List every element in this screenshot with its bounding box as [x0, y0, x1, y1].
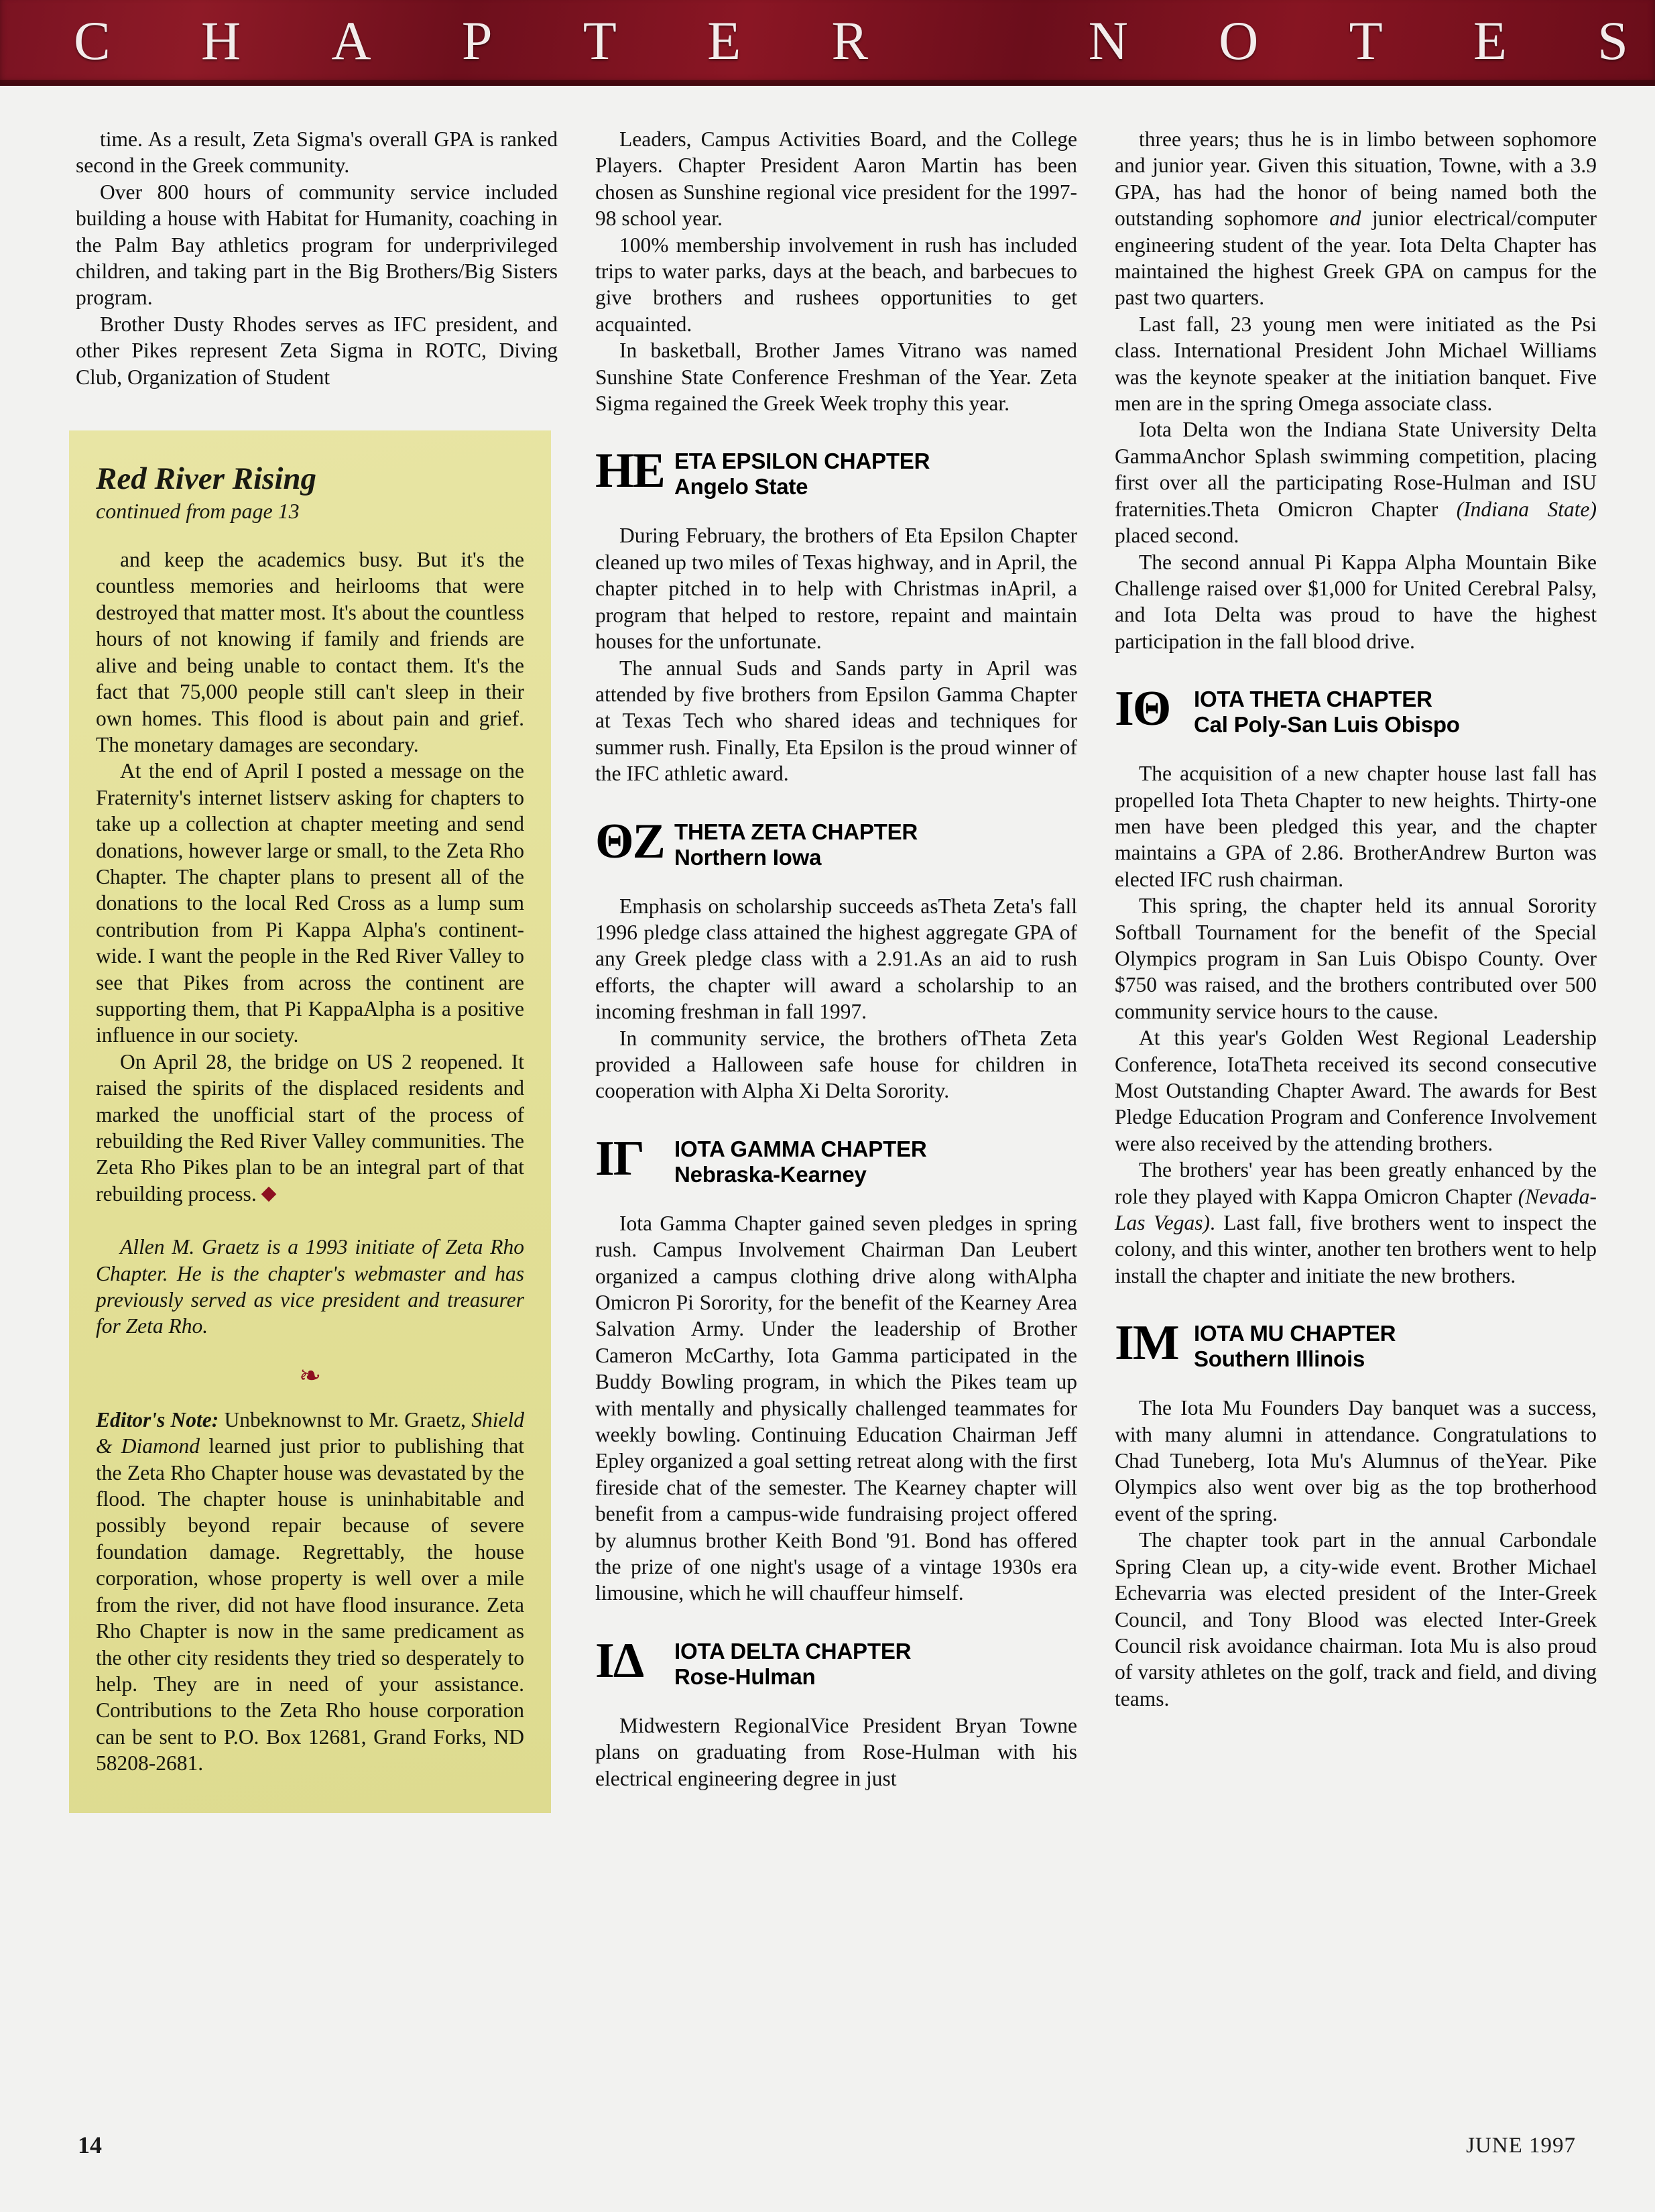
end-mark-diamond-icon [261, 1186, 276, 1202]
editors-note-text-1: Unbeknownst to Mr. Graetz, [219, 1407, 472, 1432]
body-paragraph: 100% membership involvement in rush has included trips to water parks, days at the beach, and barbecues to give brothers and rushees opportunities to get acquainted. [595, 233, 1077, 336]
masthead-letter-T: T [583, 9, 617, 71]
body-paragraph: time. As a result, Zeta Sigma's overall GPA is ranked second in the Greek community. [76, 127, 558, 178]
chapter-heading-theta-zeta [595, 813, 1077, 870]
body-paragraph: At this year's Golden West Regional Leadership Conference, IotaTheta received its second consecutive Most Outstanding Chapter Award. The awards for Best Pledge Education Program and Conference Involvement were also received by the attending brothers. [1115, 1026, 1597, 1155]
body-paragraph: Iota Gamma Chapter gained seven pledges in spring rush. Campus Involvement Chairman Dan Leubert organized a campus clothing drive along withAlpha Omicron Pi Sorority, for the benefit of the Kearney Area Salvation Army. Under the leadership of Brother Cameron McCarthy, Iota Gamma participated in the Buddy Bowling program, in which the Pikes team up with mentally and physically challenged teammates for weekly bowling. Continuing Education Chairman Jeff Epley organized a goal setting retreat along with the first fireside chat of the semester. The Kearney chapter will benefit from a campus-wide fundraising project offered by alumnus brother Keith Bond '91. Bond has offered the prize of one night's usage of a vintage 1930s era limousine, which he will chauffeur himself. [595, 1211, 1077, 1605]
chapter-heading-labels [674, 1134, 926, 1187]
chapter-school: Angelo State [674, 474, 808, 500]
sidebar-continued-from: continued from page 13 [96, 499, 300, 524]
chapter-heading-labels [1194, 1318, 1396, 1372]
chapter-name: THETA ZETA CHAPTER [674, 819, 918, 844]
greek-letters-icon: HE [595, 443, 664, 499]
body-text: junior electrical/computer engineering student of the year. Iota Delta Chapter has maintained the highest Greek GPA on campus for the past two quarters. [1115, 207, 1597, 310]
emphasised-text: and [1329, 207, 1361, 231]
chapter-heading-eta-epsilon [595, 443, 1077, 500]
masthead-letter-A: A [331, 9, 371, 71]
emphasised-text: (Nevada-Las Vegas) [1115, 1184, 1597, 1235]
sidebar-paragraph-text: On April 28, the bridge on US 2 reopened. It raised the spirits of the displaced residents and marked the unofficial start of the process of rebuilding the Red River Valley communities. The Zeta Rho Pikes plan to be an integral part of that rebuilding process. [96, 1049, 524, 1206]
red-river-rising-sidebar [69, 430, 551, 1812]
body-paragraph: The second annual Pi Kappa Alpha Mountain Bike Challenge raised over $1,000 for United Cerebral Palsy, and Iota Delta was proud to have the highest participation in the fall blood drive. [1115, 550, 1597, 653]
chapter-school: Rose-Hulman [674, 1664, 816, 1689]
greek-letters-icon: IΔ [595, 1633, 643, 1688]
body-text: . Last fall, five brothers went to inspect the colony, and this winter, another ten brothers went to help install the chapter and initiate the new brothers. [1115, 1211, 1597, 1287]
masthead-letter-E2: E [1473, 9, 1508, 71]
chapter-name: IOTA MU CHAPTER [1194, 1321, 1396, 1346]
editors-note [96, 1407, 524, 1777]
chapter-heading-iota-delta [595, 1633, 1077, 1690]
body-paragraph: In basketball, Brother James Vitrano was named Sunshine State Conference Freshman of the Year. Zeta Sigma regained the Greek Week trophy this year. [595, 339, 1077, 416]
chapter-heading-labels [674, 446, 930, 500]
masthead-letter-P: P [461, 9, 493, 71]
masthead-banner [0, 0, 1655, 86]
chapter-heading-iota-mu [1115, 1318, 1597, 1372]
body-text: Iota Delta won the Indiana State University Delta GammaAnchor Splash swimming competition, placing first over all the participating Rose-Hulman and ISU fraternities.Theta Omicron Chapter [1115, 418, 1597, 521]
masthead-letter-O: O [1219, 9, 1259, 71]
chapter-heading-labels [1194, 684, 1460, 738]
chapter-school: Southern Illinois [1194, 1346, 1365, 1372]
chapter-name: IOTA GAMMA CHAPTER [674, 1136, 927, 1161]
body-paragraph: The Iota Mu Founders Day banquet was a success, with many alumni in attendance. Congratulations to Chad Tuneberg, Iota Mu's Alumnus of theYear. Pike Olympics also went over big as the top brotherhood event of the spring. [1115, 1396, 1597, 1525]
sidebar-author-byline: Allen M. Graetz is a 1993 initiate of Zeta Rho Chapter. He is the chapter's webmaster and has previously served as vice president and treasurer for Zeta Rho. [96, 1235, 524, 1338]
chapter-name: ETA EPSILON CHAPTER [674, 449, 930, 474]
greek-letters-icon: IΘ [1115, 681, 1170, 737]
editors-note-label: Editor's Note: [96, 1407, 219, 1432]
sidebar-title: Red River Rising [96, 461, 317, 497]
greek-letters-icon: IΓ [595, 1130, 643, 1186]
body-paragraph: Last fall, 23 young men were initiated as the Psi class. International President John Michael Williams was the keynote speaker at the initiation banquet. Five men are in the spring Omega associate class. [1115, 312, 1597, 416]
masthead-letter-C: C [74, 9, 111, 71]
column-3 [1115, 126, 1597, 2077]
body-paragraph: This spring, the chapter held its annual Sorority Softball Tournament for the benefit of the Special Olympics program in San Luis Obispo County. Over $750 was raised, and the brothers contributed over 500 community service hours to the cause. [1115, 894, 1597, 1023]
body-paragraph [1115, 126, 1597, 311]
editors-note-text-2: learned just prior to publishing that the Zeta Rho Chapter house was devastated by the flood. The chapter house is uninhabitable and possibly beyond repair because of severe foundation damage. Regrettably, the house corporation, whose property is well over a mile from the river, did not have flood insurance. Zeta Rho Chapter is now in the same predicament as the other city residents they tried so desperately to help. They are in need of your assistance. Contributions to the Zeta Rho house corporation can be sent to P.O. Box 12681, Grand Forks, ND 58208-2681. [96, 1434, 524, 1776]
body-text: placed second. [1115, 524, 1239, 548]
chapter-name: IOTA DELTA CHAPTER [674, 1638, 912, 1664]
masthead-title [74, 5, 1628, 76]
column-2 [595, 126, 1077, 2077]
body-paragraph [1115, 1157, 1597, 1289]
chapter-school: Nebraska-Kearney [674, 1161, 867, 1187]
body-paragraph: In community service, the brothers ofTheta Zeta provided a Halloween safe house for children in cooperation with Alpha Xi Delta Sorority. [595, 1026, 1077, 1103]
greek-letters-icon: IM [1115, 1316, 1178, 1371]
chapter-heading-labels [674, 817, 918, 870]
masthead-letter-N: N [1088, 9, 1128, 71]
sidebar-paragraph: At the end of April I posted a message on the Fraternity's internet listserv asking for chapters to take up a collection at chapter meeting and send donations, however large or small, to the Zeta Rho Chapter. The chapter plans to present all of the donations to the local Red Cross as a lump sum contribution from Pi Kappa Alpha's continent-wide. I want the people in the Red River Valley to see that Pikes from across the continent are supporting them, that Pi KappaAlpha is a positive influence in our society. [96, 759, 524, 1047]
body-paragraph: The chapter took part in the annual Carbondale Spring Clean up, a city-wide event. Brother Michael Echevarria was elected president of the Inter-Greek Council, and Tony Blood was elected Inter-Greek Council risk avoidance chairman. Iota Mu is also proud of varsity athletes on the golf, track and field, and diving teams. [1115, 1528, 1597, 1710]
emphasised-text: (Indiana State) [1456, 497, 1597, 521]
masthead-letter-H: H [200, 9, 241, 71]
body-paragraph [1115, 416, 1597, 548]
body-paragraph: Midwestern RegionalVice President Bryan Towne plans on graduating from Rose-Hulman with his electrical engineering degree in just [595, 1713, 1077, 1790]
greek-letters-icon: ΘZ [595, 813, 664, 869]
masthead-letter-T2: T [1349, 9, 1383, 71]
masthead-letter-R: R [831, 9, 869, 71]
column-1 [76, 126, 558, 2077]
body-text: three years; thus he is in limbo between sophomore and junior year. Given this situation, Towne, with a 3.9 GPA, has had the honor of being named both the outstanding sophomore [1115, 127, 1597, 231]
body-paragraph: The annual Suds and Sands party in April was attended by five brothers from Epsilon Gamma Chapter at Texas Tech who shared ideas and techniques for summer rush. Finally, Eta Epsilon is the proud winner of the IFC athletic award. [595, 656, 1077, 786]
body-paragraph: Over 800 hours of community service included building a house with Habitat for Humanity, coaching in the Palm Bay athletics program for underprivileged children, and taking part in the Big Brothers/Big Sisters program. [76, 180, 558, 310]
body-paragraph: The acquisition of a new chapter house last fall has propelled Iota Theta Chapter to new heights. Thirty-one men have been pledged this year, and the chapter maintains a GPA of 2.86. BrotherAndrew Burton was elected IFC rush chairman. [1115, 762, 1597, 891]
masthead-letter-S: S [1597, 9, 1628, 71]
sidebar-paragraph-last [96, 1049, 524, 1207]
page-number: 14 [78, 2132, 102, 2158]
chapter-heading-iota-theta [1115, 681, 1597, 738]
fleuron-ornament-icon: ❧ [298, 1360, 322, 1391]
chapter-heading-iota-gamma [595, 1130, 1077, 1187]
body-paragraph: During February, the brothers of Eta Epsilon Chapter cleaned up two miles of Texas highway, and in April, the chapter pitched in to help with Christmas inApril, a program that helped to restore, repaint and maintain houses for the unfortunate. [595, 524, 1077, 654]
body-paragraph: Emphasis on scholarship succeeds asTheta Zeta's fall 1996 pledge class attained the highest aggregate GPA of any Greek pledge class with a 2.91.As an aid to rush efforts, the chapter will award a scholarship to an incoming freshman in fall 1997. [595, 894, 1077, 1024]
editors-note-publication-name: Shield & Diamond [96, 1407, 524, 1458]
chapter-name: IOTA THETA CHAPTER [1194, 687, 1432, 712]
body-text: The brothers' year has been greatly enhanced by the role they played with Kappa Omicron Chapter [1115, 1158, 1597, 1208]
body-paragraph: Leaders, Campus Activities Board, and the College Players. Chapter President Aaron Martin has been chosen as Sunshine regional vice president for the 1997-98 school year. [595, 127, 1077, 231]
chapter-school: Northern Iowa [674, 844, 822, 870]
chapter-heading-labels [674, 1636, 911, 1690]
issue-date: JUNE 1997 [1466, 2134, 1576, 2158]
body-paragraph: Brother Dusty Rhodes serves as IFC president, and other Pikes represent Zeta Sigma in ROTC, Diving Club, Organization of Student [76, 312, 558, 389]
masthead-letter-E: E [707, 9, 741, 71]
three-column-layout [76, 126, 1597, 2077]
sidebar-paragraph: and keep the academics busy. But it's the countless memories and heirlooms that were destroyed that matter most. It's about the countless hours of not knowing if family and friends are alive and being unable to contact them. It's the fact that 75,000 people still can't sleep in their own homes. This flood is about pain and grief. The monetary damages are secondary. [96, 548, 524, 756]
chapter-school: Cal Poly-San Luis Obispo [1194, 712, 1460, 738]
